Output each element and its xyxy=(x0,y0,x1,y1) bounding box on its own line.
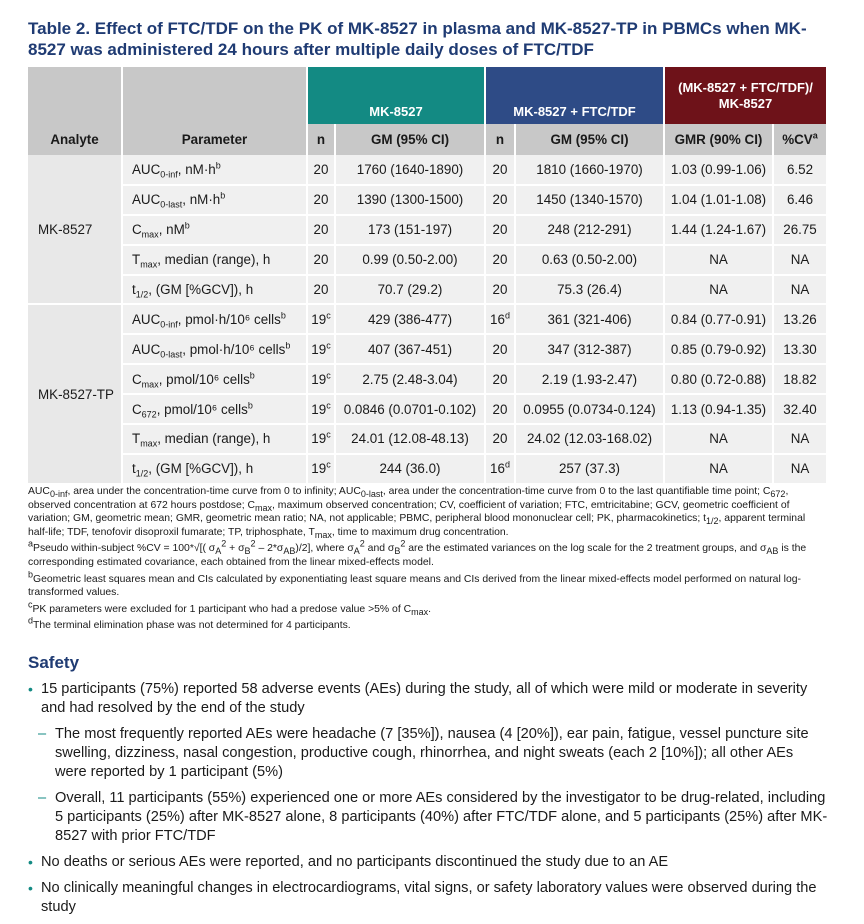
gm-cell: 1760 (1640-1890) xyxy=(335,155,485,185)
gm-cell: 24.02 (12.03-168.02) xyxy=(515,424,664,454)
cv-cell: 13.26 xyxy=(773,304,826,334)
safety-bullets xyxy=(28,680,828,924)
table-row xyxy=(28,185,826,215)
cv-cell: NA xyxy=(773,454,826,484)
bullet-dot-icon: • xyxy=(28,681,33,697)
cv-cell: 6.46 xyxy=(773,185,826,215)
pk-table xyxy=(28,67,826,485)
parameter-cell: $C_{max}$, pmol/10⁶ cells$^b$ xyxy=(122,364,307,394)
table-row xyxy=(28,304,826,334)
n-cell: 20 xyxy=(485,424,515,454)
table-row xyxy=(28,364,826,394)
gm-cell: 244 (36.0) xyxy=(335,454,485,484)
footnote-a: $^a$Pseudo within-subject %CV = 100*√[( $\sigma_A^2 + \sigma_B^2 - 2*\sigma_{AB})/2$], where $\sigma_A^2$ and $\sigma_B^2$ are the estimated variances on the log scale for the 2 treatment groups, and $\sigma_{AB}$ is the corresponding estimated covariance, each obtained from the linear mixed-effects model. xyxy=(28,538,807,568)
col-header-gm1: GM (95% CI) xyxy=(335,124,485,155)
cv-cell: NA xyxy=(773,424,826,454)
parameter-cell: $AUC_{0-last}$, pmol·h/10⁶ cells$^b$ xyxy=(122,334,307,364)
gm-cell: 0.0846 (0.0701-0.102) xyxy=(335,394,485,424)
gm-cell: 0.99 (0.50-2.00) xyxy=(335,245,485,275)
n-cell: 20 xyxy=(307,155,335,185)
table-row xyxy=(28,215,826,245)
gm-cell: 1810 (1660-1970) xyxy=(515,155,664,185)
col-header-gmr: GMR (90% CI) xyxy=(664,124,773,155)
n-cell: 20 xyxy=(485,394,515,424)
table-row xyxy=(28,155,826,185)
parameter-cell: $t_{1/2}$, (GM [%GCV]), h xyxy=(122,454,307,484)
n-cell: 20 xyxy=(485,275,515,305)
gmr-cell: NA xyxy=(664,454,773,484)
gmr-cell: NA xyxy=(664,275,773,305)
n-cell: 19$^c$ xyxy=(307,364,335,394)
gmr-cell: 1.04 (1.01-1.08) xyxy=(664,185,773,215)
parameter-cell: $C_{672}$, pmol/10⁶ cells$^b$ xyxy=(122,394,307,424)
n-cell: 20 xyxy=(485,215,515,245)
gm-cell: 75.3 (26.4) xyxy=(515,275,664,305)
table-row xyxy=(28,394,826,424)
safety-heading: Safety xyxy=(28,653,80,672)
dash-icon: – xyxy=(38,790,47,806)
parameter-cell: $AUC_{0-last}$, $nM\cdot h^b$ xyxy=(122,185,307,215)
header-blank-parameter xyxy=(122,67,307,124)
bullet-dot-icon: • xyxy=(28,880,33,896)
gmr-cell: 0.85 (0.79-0.92) xyxy=(664,334,773,364)
cv-cell: 6.52 xyxy=(773,155,826,185)
bullet-item: • No deaths or serious AEs were reported, and no participants discontinued the study due to an AE xyxy=(28,854,669,870)
bullet-item: • No clinically meaningful changes in electrocardiograms, vital signs, or safety laboratory values were observed during the study xyxy=(28,880,817,915)
gm-cell: 70.7 (29.2) xyxy=(335,275,485,305)
gmr-cell: NA xyxy=(664,424,773,454)
gm-cell: 24.01 (12.08-48.13) xyxy=(335,424,485,454)
gmr-cell: 1.44 (1.24-1.67) xyxy=(664,215,773,245)
gmr-cell: 0.80 (0.72-0.88) xyxy=(664,364,773,394)
n-cell: 20 xyxy=(485,364,515,394)
gmr-cell: 1.13 (0.94-1.35) xyxy=(664,394,773,424)
col-header-gm2: GM (95% CI) xyxy=(515,124,664,155)
gmr-cell: NA xyxy=(664,245,773,275)
parameter-cell: $AUC_{0-inf}$, pmol·h/10⁶ cells$^b$ xyxy=(122,304,307,334)
gm-cell: 2.19 (1.93-2.47) xyxy=(515,364,664,394)
n-cell: 19$^c$ xyxy=(307,334,335,364)
n-cell: 20 xyxy=(485,334,515,364)
gm-cell: 361 (321-406) xyxy=(515,304,664,334)
analyte-cell: MK-8527-TP xyxy=(28,304,122,483)
footnotes xyxy=(28,485,828,636)
col-header-parameter: Parameter xyxy=(122,124,307,155)
dash-icon: – xyxy=(38,726,47,742)
group-header-combo: MK-8527 + FTC/TDF xyxy=(485,67,664,124)
group-header-ratio: (MK-8527 + FTC/TDF)/ MK-8527 xyxy=(664,67,826,124)
parameter-cell: $C_{max}$, $nM^b$ xyxy=(122,215,307,245)
n-cell: 20 xyxy=(307,245,335,275)
n-cell: 19$^c$ xyxy=(307,454,335,484)
n-cell: 19$^c$ xyxy=(307,304,335,334)
analyte-cell: MK-8527 xyxy=(28,155,122,304)
parameter-cell: $T_{max}$, median (range), h xyxy=(122,245,307,275)
cv-cell: 18.82 xyxy=(773,364,826,394)
footnote-abbreviations: $AUC_{0-inf}$, area under the concentration-time curve from 0 to infinity; $AUC_{0-last}$, area under the concentration-time curve from 0 to the last quantifiable time point; $C_{672}$, observed concentration at 672 hours postdose; $C_{max}$, maximum observed concentration; CV, coefficient of variation; FTC, emtricitabine; GCV, geometric coefficient of variation; GM, geometric mean; GMR, geometric mean ratio; NA, not applicable; PBMC, peripheral blood mononuclear cell; PK, pharmacokinetics; $t_{1/2}$, apparent terminal half-life; TDF, tenofovir disoproxil fumarate; TP, triphosphate, $T_{max}$, time to maximum drug concentration. xyxy=(28,486,806,540)
n-cell: 20 xyxy=(485,155,515,185)
gm-cell: 248 (212-291) xyxy=(515,215,664,245)
group-header-mk8527: MK-8527 xyxy=(307,67,485,124)
gm-cell: 429 (386-477) xyxy=(335,304,485,334)
table-row xyxy=(28,424,826,454)
n-cell: 20 xyxy=(307,215,335,245)
cv-cell: NA xyxy=(773,275,826,305)
gmr-cell: 1.03 (0.99-1.06) xyxy=(664,155,773,185)
parameter-cell: $T_{max}$, median (range), h xyxy=(122,424,307,454)
col-header-n1: n xyxy=(307,124,335,155)
gm-cell: 0.63 (0.50-2.00) xyxy=(515,245,664,275)
col-header-analyte: Analyte xyxy=(28,124,122,155)
n-cell: 20 xyxy=(307,275,335,305)
cv-cell: 32.40 xyxy=(773,394,826,424)
footnote-d: $^d$The terminal elimination phase was not determined for 4 participants. xyxy=(28,615,351,632)
gm-cell: 257 (37.3) xyxy=(515,454,664,484)
table-row xyxy=(28,454,826,484)
header-blank-analyte xyxy=(28,67,122,124)
cv-cell: 26.75 xyxy=(773,215,826,245)
footnote-b: $^b$Geometric least squares mean and CIs calculated by exponentiating least square means and CIs derived from the linear mixed-effects model performed on natural log-transformed values. xyxy=(28,569,801,599)
table-row xyxy=(28,334,826,364)
n-cell: 20 xyxy=(307,185,335,215)
table-title: Table 2. Effect of FTC/TDF on the PK of MK-8527 in plasma and MK-8527-TP in PBMCs when MK-8527 was administered 24 hours after multiple daily doses of FTC/TDF xyxy=(28,19,807,59)
gm-cell: 407 (367-451) xyxy=(335,334,485,364)
footnote-c: $^c$PK parameters were excluded for 1 participant who had a predose value >5% of $C_{max}$. xyxy=(28,599,432,617)
n-cell: 16$^d$ xyxy=(485,304,515,334)
cv-cell: 13.30 xyxy=(773,334,826,364)
gm-cell: 1450 (1340-1570) xyxy=(515,185,664,215)
gmr-cell: 0.84 (0.77-0.91) xyxy=(664,304,773,334)
n-cell: 19$^c$ xyxy=(307,394,335,424)
n-cell: 16$^d$ xyxy=(485,454,515,484)
parameter-cell: $AUC_{0-inf}$, $nM\cdot h^b$ xyxy=(122,155,307,185)
parameter-cell: $t_{1/2}$, (GM [%GCV]), h xyxy=(122,275,307,305)
gm-cell: 1390 (1300-1500) xyxy=(335,185,485,215)
col-header-n2: n xyxy=(485,124,515,155)
gm-cell: 347 (312-387) xyxy=(515,334,664,364)
gm-cell: 173 (151-197) xyxy=(335,215,485,245)
n-cell: 19$^c$ xyxy=(307,424,335,454)
n-cell: 20 xyxy=(485,245,515,275)
cv-cell: NA xyxy=(773,245,826,275)
col-header-cv: $\%CV^a$ xyxy=(773,124,826,155)
gm-cell: 2.75 (2.48-3.04) xyxy=(335,364,485,394)
bullet-dot-icon: • xyxy=(28,854,33,870)
gm-cell: 0.0955 (0.0734-0.124) xyxy=(515,394,664,424)
sub-bullet-item: – Overall, 11 participants (55%) experienced one or more AEs considered by the investigator to be drug-related, including 5 participants (25%) after MK-8527 alone, 8 participants (40%) after FTC/TDF alone, and 5 participants (25%) after MK-8527 with prior FTC/TDF xyxy=(38,790,828,844)
n-cell: 20 xyxy=(485,185,515,215)
table-row xyxy=(28,245,826,275)
sub-bullet-item: – The most frequently reported AEs were headache (7 [35%]), nausea (4 [20%]), ear pain, fatigue, vessel puncture site swelling, dizziness, nasal congestion, productive cough, rhinorrhea, and night sweats (each 2 [10%]); all other AEs were reported by 1 participant (5%) xyxy=(38,726,809,780)
bullet-item: • 15 participants (75%) reported 58 adverse events (AEs) during the study, all of which were mild or moderate in severity and had resolved by the end of the study xyxy=(28,681,808,716)
table-row xyxy=(28,275,826,305)
